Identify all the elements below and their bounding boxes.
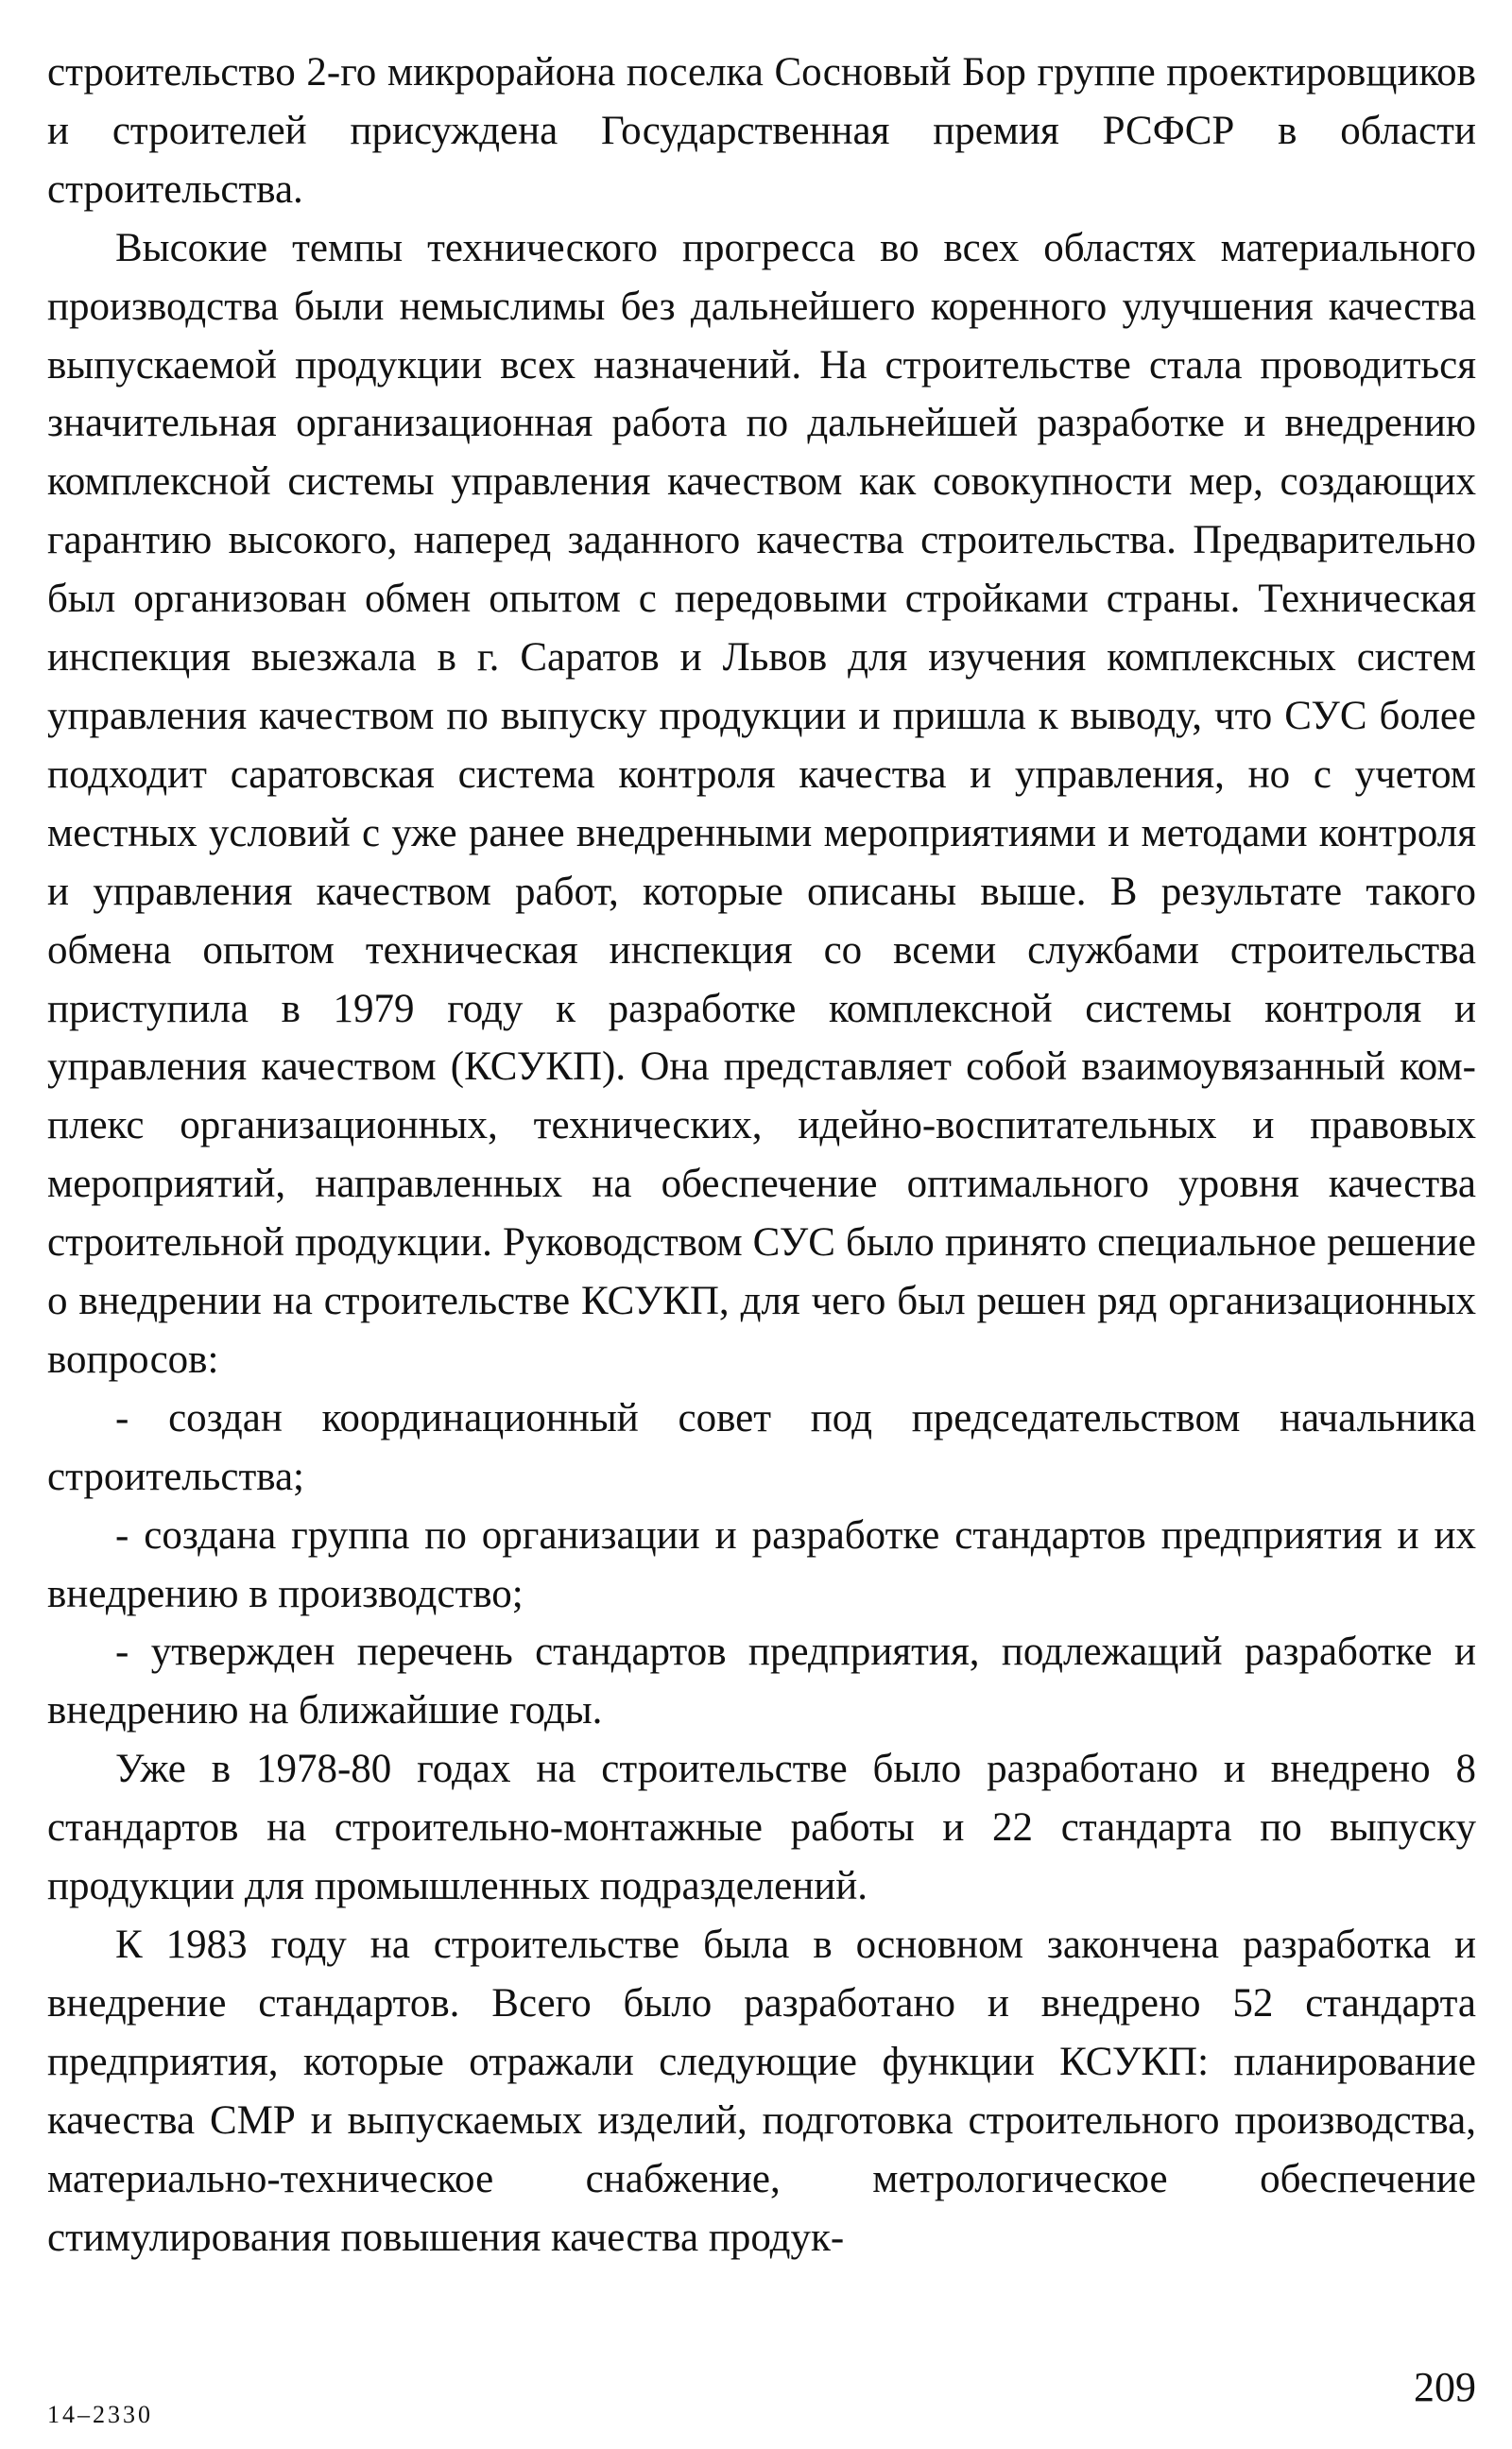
list-item-standards-list: - утвержден перечень стандартов предприятия, подлежащий разработке и внедрению на ближайшие годы.: [47, 1630, 1476, 1733]
body-text: [47, 43, 1476, 2267]
paragraph-quality-management: Высокие темпы технического прогресса во всех областях материального производства были немыслимы без дальнейшего коренного улучшения качества выпускаемой продукции всех назначений. На строительстве стала проводиться значительная организационная работа по дальнейшей разработке и внедрению комплексной системы управления качеством как совокупности мер, создающих гарантию высокого, наперед заданного качества строительства. Предварительно был организован обмен опытом с передовыми стройками страны. Техническая инспекция выезжала в г. Саратов и Львов для изучения комплексных систем управления качеством по выпуску продукции и пришла к выводу, что СУС более подходит саратовская система контроля качества и управления, но с учетом местных условий с уже ранее внедренными мероприятиями и методами контроля и управления качеством работ, которые описаны выше. В результате такого обмена опытом техническая инспекция со всеми службами строительства приступила в 1979 году к разработке комплексной системы контроля и управления качеством (КСУКП). Она представляет собой взаимоувязанный комплекс организационных, технических, идейно-воспитательных и правовых мероприятий, направленных на обеспечение оптимального уровня качества строительной продукции. Руководством СУС было принято специальное решение о внедрении на строительстве КСУКП, для чего был решен ряд организационных вопросов:: [47, 225, 1476, 1382]
paragraph-1978-80-standards: Уже в 1978-80 годах на строительстве было разработано и внедрено 8 стандартов на строительно-монтажные работы и 22 стандарта по выпуску продукции для промышленных подразделений.: [47, 1747, 1476, 1909]
paragraph-1983-standards: К 1983 году на строительстве была в основном закончена разработка и внедрение стандартов. Всего было разработано и внедрено 52 стандарта предприятия, которые отражали следующие функции КСУКП: планирование качества СМР и выпускаемых изделий, подготовка строительного производства, материально-техническое снабжение, метрологическое обеспечение стимулирования повышения качества продук-: [47, 1923, 1476, 2260]
page-number: 209: [1414, 2364, 1476, 2410]
list-item-coordination-council: - создан координационный совет под председательством начальника строительства;: [47, 1395, 1476, 1499]
signature-mark: 14–2330: [47, 2401, 153, 2428]
list-item-standards-group: - создана группа по организации и разработке стандартов предприятия и их внедрению в производство;: [47, 1512, 1476, 1616]
paragraph-continuation: строительство 2-го микрорайона поселка Сосновый Бор группе проектировщиков и строителей присуждена Государственная премия РСФСР в области строительства.: [47, 50, 1476, 212]
